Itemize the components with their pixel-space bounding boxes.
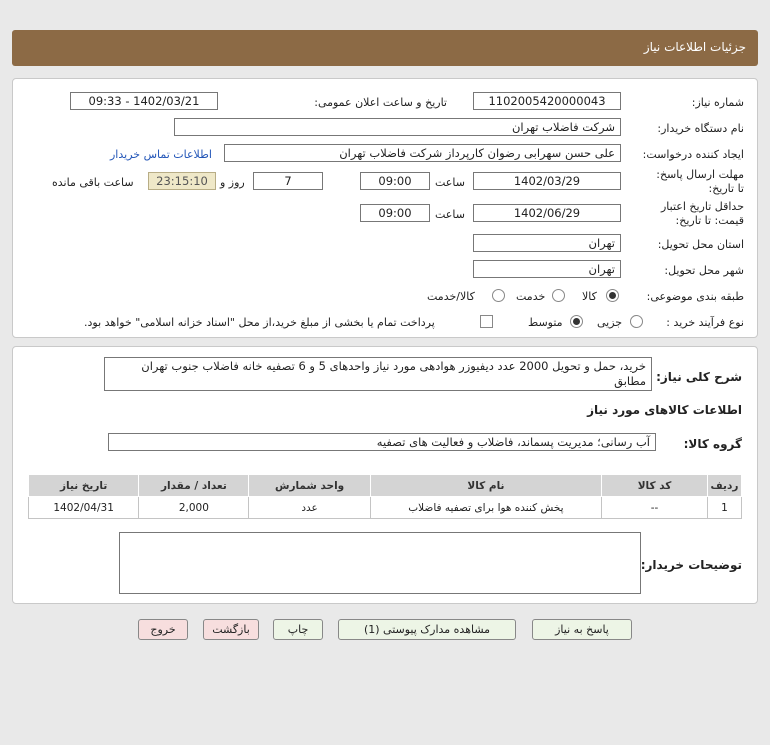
process-option-minor: جزیی [597,316,623,329]
delivery-province-label: استان محل تحویل: [657,238,744,251]
page-header [12,30,758,66]
cell-code: -- [602,497,708,519]
col-date: تاریخ نیاز [29,475,139,497]
need-number-field: 1102005420000043 [473,92,621,110]
print-button[interactable]: چاپ [273,619,323,640]
buyer-org-label: نام دستگاه خریدار: [657,122,744,135]
col-row: ردیف [707,475,741,497]
back-button[interactable]: بازگشت [203,619,259,640]
page-title: جزئیات اطلاعات نیاز [643,40,746,54]
attachments-button[interactable]: مشاهده مدارک پیوستی (1) [338,619,516,640]
reply-button[interactable]: پاسخ به نیاز [532,619,632,640]
col-code: کد کالا [602,475,708,497]
treasury-payment-checkbox[interactable] [480,315,493,328]
price-validity-label: حداقل تاریخ اعتبار قیمت: تا تاریخ: [660,200,744,227]
requester-label: ایجاد کننده درخواست: [642,148,744,161]
reply-deadline-days-label: روز و [220,176,245,189]
exit-button[interactable]: خروج [138,619,188,640]
goods-group-label: گروه کالا: [683,437,742,451]
price-validity-time: 09:00 [360,204,430,222]
announce-datetime-label: تاریخ و ساعت اعلان عمومی: [314,96,447,109]
reply-deadline-time-label: ساعت [435,176,465,189]
category-radio-goods-service[interactable] [492,289,505,302]
announce-datetime-field: 1402/03/21 - 09:33 [70,92,218,110]
goods-info-title: اطلاعات کالاهای مورد نیاز [587,403,742,417]
category-label: طبقه بندی موضوعی: [646,290,744,303]
cell-name: پخش کننده هوا برای تصفیه فاضلاب [370,497,601,519]
category-radio-service[interactable] [552,289,565,302]
col-unit: واحد شمارش [249,475,370,497]
process-option-medium: متوسط [528,316,563,329]
goods-table [28,474,742,519]
reply-deadline-time: 09:00 [360,172,430,190]
table-header-row [29,475,742,497]
cell-date: 1402/04/31 [29,497,139,519]
category-option-goods: کالا [582,290,597,303]
buyer-contact-link[interactable]: اطلاعات تماس خریدار [110,148,212,161]
price-validity-date: 1402/06/29 [473,204,621,222]
remaining-time-label: ساعت باقی مانده [52,176,134,189]
process-radio-medium[interactable] [570,315,583,328]
need-number-label: شماره نیاز: [691,96,744,109]
reply-deadline-days: 7 [253,172,323,190]
requester-field: علی حسن سهرابی رضوان کارپرداز شرکت فاضلاب تهران [224,144,621,162]
general-desc-label: شرح کلی نیاز: [656,370,742,384]
delivery-province-field: تهران [473,234,621,252]
cell-qty: 2,000 [139,497,249,519]
general-desc-field: خرید، حمل و تحویل 2000 عدد دیفیوزر هوادهی مورد نیاز واحدهای 5 و 6 تصفیه خانه فاضلاب جنوب تهران مطابق [104,357,652,391]
category-option-service: خدمت [516,290,546,303]
goods-group-field: آب رسانی؛ مدیریت پسماند، فاضلاب و فعالیت های تصفیه [108,433,656,451]
process-type-label: نوع فرآیند خرید : [666,316,744,329]
delivery-city-label: شهر محل تحویل: [664,264,744,277]
remaining-time: 23:15:10 [148,172,216,190]
col-name: نام کالا [370,475,601,497]
category-radio-goods[interactable] [606,289,619,302]
cell-row: 1 [707,497,741,519]
reply-deadline-label: مهلت ارسال پاسخ: تا تاریخ: [656,168,744,195]
category-option-goods-service: کالا/خدمت [427,290,475,303]
table-row [29,497,742,519]
reply-deadline-date: 1402/03/29 [473,172,621,190]
price-validity-time-label: ساعت [435,208,465,221]
buyer-notes-label: توضیحات خریدار: [640,558,742,572]
process-radio-minor[interactable] [630,315,643,328]
cell-unit: عدد [249,497,370,519]
buyer-notes-field [119,532,641,594]
delivery-city-field: تهران [473,260,621,278]
treasury-payment-note: پرداخت تمام یا بخشی از مبلغ خرید،از محل "اسناد خزانه اسلامی" خواهد بود. [84,316,435,329]
buyer-org-field: شرکت فاضلاب تهران [174,118,621,136]
col-qty: تعداد / مقدار [139,475,249,497]
